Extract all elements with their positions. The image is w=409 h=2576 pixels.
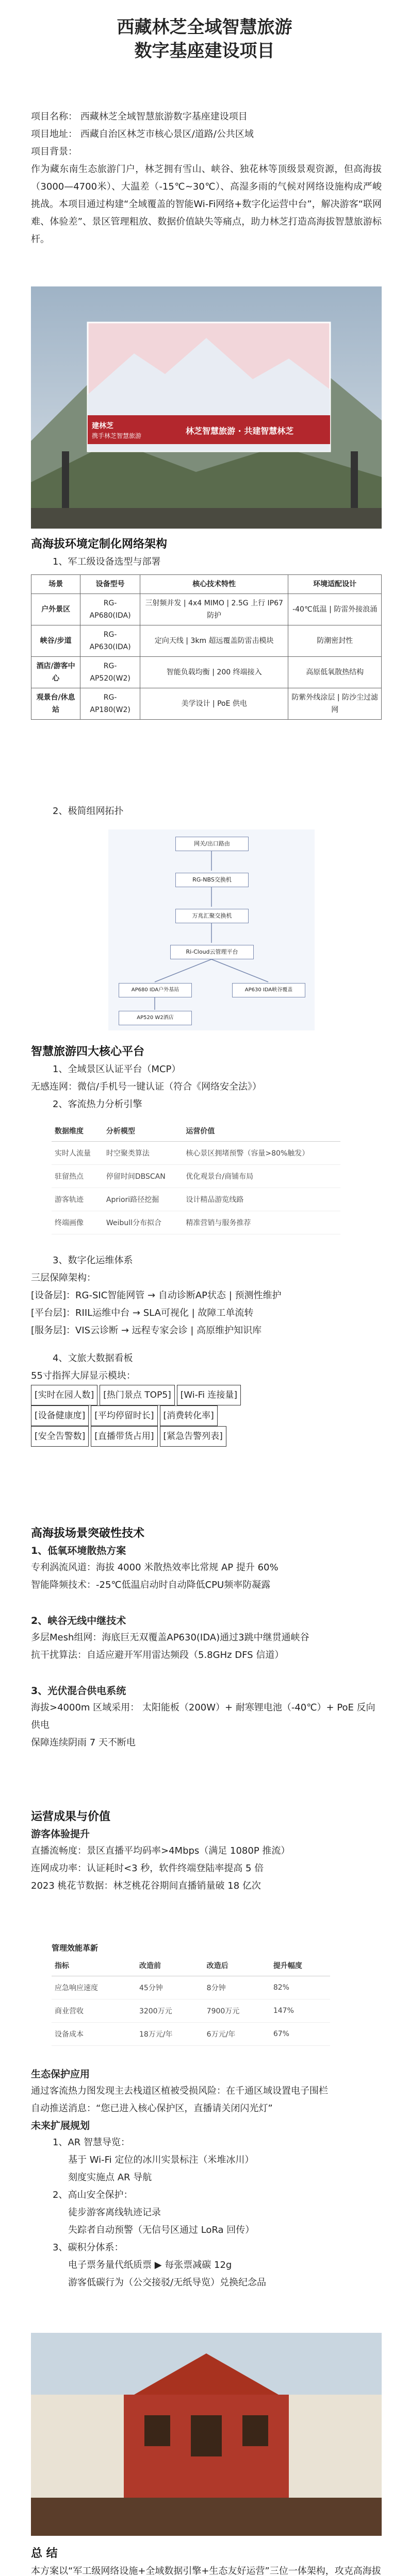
section3-b2: 抗干扰算法：自适应避开军用雷达频段（5.8GHz DFS 信道） [31,1650,284,1660]
project-info [31,108,382,248]
dashboard-module: [直播带货占用] [91,1426,157,1447]
banner-right-slogan: 林芝智慧旅游 · 共建智慧林芝 [186,426,294,436]
section2-p3c: [平台层]：RIIL运维中台 → SLA可视化 | 故障工单流转 [31,1308,254,1318]
summary-intro: 本方案以“军工级网络设施+全域数据引擎+生态友好运营”三位一体架构，攻克高海拔 [31,2566,381,2576]
section2-p1: 1、全域景区认证平台（MCP） [53,1064,181,1075]
topology-diagram [108,829,315,1030]
section1-title: 高海拔环境定制化网络架构 [31,538,168,551]
section2-p4a: 55寸指挥大屏显示模块： [31,1370,136,1381]
table-row [52,1142,340,1165]
flow-analysis-table-wrap [52,1121,340,1234]
section-summary [31,2545,382,2576]
flow-cell: 实时人流量 [52,1142,103,1165]
section2-p2: 2、客流热力分析引擎 [53,1099,142,1110]
table-row [52,1999,330,2023]
mgmt-cell: 45分钟 [136,1976,204,1999]
dashboard-module: [紧急告警列表] [160,1426,226,1447]
spec-cell: 观景台/休息站 [31,688,80,720]
section2-p4: 4、文旅大数据看板 [53,1353,133,1364]
mgmt-title: 管理效能革新 [52,1943,99,1953]
mgmt-table [52,1955,330,2046]
section1-sub1: 1、军工级设备选型与部署 [53,556,161,567]
mgmt-cell: 设备成本 [52,2023,136,2046]
spec-cell: RG-AP630(IDA) [80,625,140,657]
section-tech [31,1525,382,1752]
topo-node-gateway: 网关/出口路由 [175,837,249,851]
future-1: 1、AR 智慧导览： [53,2137,130,2148]
mgmt-header: 改造后 [204,1955,270,1976]
section2-p3b: [设备层]：RG-SIC智能网管 → 自动诊断AP状态 | 预测性维护 [31,1290,282,1301]
future-2a: 徒步游客离线轨迹记录 [68,2207,161,2218]
spec-cell: 定向天线 | 3km 超远覆盖防雷击模块 [140,625,288,657]
section4-title: 运营成果与价值 [31,1810,111,1823]
topo-node-ap520: AP520 W2酒店 [119,1011,192,1025]
banner-illustration [31,286,382,529]
flow-cell: 核心景区拥堵预警（容量>80%触发） [183,1142,340,1165]
flow-header: 分析模型 [103,1121,183,1142]
mgmt-cell: 商业营收 [52,1999,136,2023]
flow-cell: 驻留热点 [52,1165,103,1188]
spec-cell: 高原低氧散热结构 [288,657,382,688]
future-3b: 游客低碳行为（公交接驳/无纸导览）兑换纪念品 [68,2277,267,2288]
monastery-illustration [31,2333,382,2536]
mgmt-cell: 147% [270,1999,330,2023]
spec-cell: -40℃低温 | 防雷外接浪涌 [288,594,382,625]
future-2b: 失踪者自动预警（无信号区通过 LoRa 回传） [68,2225,255,2235]
future-2: 2、高山安全保护： [53,2190,133,2200]
banner-photo [31,286,382,529]
spec-header: 核心技术特性 [140,575,288,594]
flow-cell: 时空聚类算法 [103,1142,183,1165]
monastery-photo [31,2333,382,2536]
dashboard-module: [热门景点 TOP5] [100,1385,175,1405]
table-row [52,1188,340,1211]
spec-cell: 三射频并发 | 4x4 MIMO | 2.5G 上行 IP67 防护 [140,594,288,625]
project-location: 项目地址： 西藏自治区林芝市核心景区/道路/公共区域 [31,129,254,140]
topology-lines [108,829,315,1030]
section1-sub2: 2、极简组网拓扑 [53,806,124,817]
table-row [52,2023,330,2046]
section2-title: 智慧旅游四大核心平台 [31,1045,145,1058]
project-background-label: 项目背景： [31,146,77,157]
flow-cell: Weibull分布拟合 [103,1211,183,1234]
flow-cell: 游客轨迹 [52,1188,103,1211]
flow-cell: 终端画像 [52,1211,103,1234]
dashboard-module: [Wi-Fi 连接量] [177,1385,241,1405]
table-row [52,1165,340,1188]
table-row [31,657,382,688]
section4-e1: 直播流畅度：景区直播平均码率>4Mbps（满足 1080P 推流） [31,1845,290,1856]
flow-analysis-table [52,1121,340,1234]
mgmt-cell: 82% [270,1976,330,1999]
device-spec-table-wrap [31,574,382,720]
spec-cell: RG-AP180(W2) [80,688,140,720]
device-spec-table [31,574,382,720]
banner-left-sub: 携手林芝智慧旅游 [92,432,142,439]
mgmt-cell: 应急响应速度 [52,1976,136,1999]
flow-cell: 精准营销与服务推荐 [183,1211,340,1234]
table-row [52,1211,340,1234]
spec-cell: 美学设计 | PoE 供电 [140,688,288,720]
dashboard-row [31,1405,382,1426]
topo-node-ap680: AP680 IDA户外基站 [119,983,192,997]
spec-cell: 户外景区 [31,594,80,625]
dashboard-module: [消费转化率] [160,1405,218,1426]
dashboard-row [31,1385,382,1405]
mgmt-cell: 18万元/年 [136,2023,204,2046]
spec-header: 环境适配设计 [288,575,382,594]
flow-cell: 停留时间DBSCAN [103,1165,183,1188]
topo-node-ap630: AP630 IDA峡谷覆盖 [232,983,305,997]
summary-title: 总 结 [31,2547,58,2560]
topo-node-cloud: Ri-Cloud云管理平台 [170,945,254,959]
title-line-1: 西藏林芝全域智慧旅游 [117,17,292,38]
table-row [31,594,382,625]
eco-title: 生态保护应用 [31,2069,90,2080]
ops-system [31,1252,382,1447]
section3-b-title: 2、峡谷无线中继技术 [31,1615,126,1626]
future-title: 未来扩展规划 [31,2120,90,2131]
eco-future [31,2066,382,2292]
dashboard-module: [设备健康度] [31,1405,89,1426]
topology-title-wrap [31,803,382,820]
section2-p3a: 三层保障架构： [31,1273,96,1283]
table-row [31,688,382,720]
title-block [0,15,409,63]
eco-1: 通过客流热力图发现主去栈道区植被受损风险：在千通区域设置电子围栏 [31,2086,328,2096]
flow-cell: Apriori路径挖掘 [103,1188,183,1211]
mgmt-cell: 6万元/年 [204,2023,270,2046]
table-row [31,625,382,657]
mgmt-cell: 3200万元 [136,1999,204,2023]
dashboard-module: [平均停留时长] [91,1405,157,1426]
spec-cell: 防紫外线涂层 | 防沙尘过滤网 [288,688,382,720]
project-background: 作为藏东南生态旅游门户，林芝拥有雪山、峡谷、独花林等顶级景观资源，但高海拔（3000—4700米）、大温差（-15℃~30℃）、高湿多雨的气候对网络设施构成严峻挑战。本项目通过构建“全域覆盖的智能Wi-Fi网络+数字化运营中台”，解决游客“联网难、体验差”、景区管理粗放、数据价值缺失等痛点，助力林芝打造高海拔智慧旅游标杆。 [31,164,382,245]
mgmt-cell: 8分钟 [204,1976,270,1999]
project-name: 项目名称： 西藏林芝全域智慧旅游数字基座建设项目 [31,111,248,122]
section4-sub1: 游客体验提升 [31,1828,90,1840]
section3-a2: 智能降频技术：-25℃低温启动时自动降低CPU频率防凝露 [31,1580,271,1590]
spec-cell: 峡谷/步道 [31,625,80,657]
spec-cell: 智能负载均衡 | 200 终端接入 [140,657,288,688]
future-3a: 电子票务量代纸质票 ▶ 每张票减碳 12g [68,2260,232,2270]
spec-cell: RG-AP520(W2) [80,657,140,688]
section3-a-title: 1、低氧环境散热方案 [31,1545,126,1556]
section3-title: 高海拔场景突破性技术 [31,1527,145,1540]
section3-c1: 海拔>4000m 区域采用： 太阳能板（200W）+ 耐寒锂电池（-40℃）+ PoE 反向供电 [31,1702,375,1731]
section4-e2: 连网成功率：认证耗时<3 秒，软件终端登陆率提高 5 倍 [31,1863,264,1874]
mgmt-header: 改造前 [136,1955,204,1976]
section-network-arch [31,536,382,571]
section4-e3: 2023 桃花节数据：林芝桃花谷期间直播销量破 18 亿次 [31,1880,261,1891]
mgmt-cell: 7900万元 [204,1999,270,2023]
mgmt-header: 提升幅度 [270,1955,330,1976]
spec-header: 场景 [31,575,80,594]
table-row [52,1976,330,1999]
future-1b: 刻度实施点 AR 导航 [68,2172,152,2183]
section3-c-title: 3、光伏混合供电系统 [31,1685,126,1697]
flow-header: 数据维度 [52,1121,103,1142]
section3-b1: 多层Mesh组网：海底巨无双覆盖AP630(IDA)通过3跳中继贯通峡谷 [31,1632,309,1643]
section2-p3: 3、数字化运维体系 [53,1255,133,1266]
spec-cell: RG-AP680(IDA) [80,594,140,625]
section-results [31,1808,382,1895]
flow-header: 运营价值 [183,1121,340,1142]
eco-2: 自动推送消息：“您已进入核心保护区，直播请关闭闪光灯” [31,2103,273,2114]
section2-p3d: [服务层]：VIS云诊断 → 远程专家会诊 | 高原维护知识库 [31,1325,262,1336]
section2-p1b: 无感连网：微信/手机号一键认证（符合《网络安全法》） [31,1081,262,1092]
dashboard-module: [安全告警数] [31,1426,89,1447]
topo-node-switch: RG-NBS交换机 [175,873,249,887]
spec-cell: 酒店/游客中心 [31,657,80,688]
mgmt-header: 指标 [52,1955,136,1976]
banner-left-title: 建林芝 [92,422,113,430]
mgmt-table-wrap [52,1942,330,2046]
dashboard-module: [实时在园人数] [31,1385,97,1405]
dashboard-row [31,1426,382,1447]
flow-cell: 设计精品游览线路 [183,1188,340,1211]
section3-a1: 专利涡流风道：海拔 4000 米散热效率比常规 AP 提升 60% [31,1562,279,1573]
topo-node-core: 万兆汇聚交换机 [175,909,249,923]
section3-c2: 保障连续阴雨 7 天不断电 [31,1737,136,1748]
spec-header: 设备型号 [80,575,140,594]
flow-cell: 优化观景台/商铺布局 [183,1165,340,1188]
future-3: 3、碳积分体系： [53,2242,124,2253]
spec-cell: 防潮密封性 [288,625,382,657]
title-line-2: 数字基座建设项目 [134,41,275,61]
mgmt-cell: 67% [270,2023,330,2046]
future-1a: 基于 Wi-Fi 定位的冰川实景标注（米堆冰川） [68,2155,254,2165]
section-platforms [31,1043,382,1113]
